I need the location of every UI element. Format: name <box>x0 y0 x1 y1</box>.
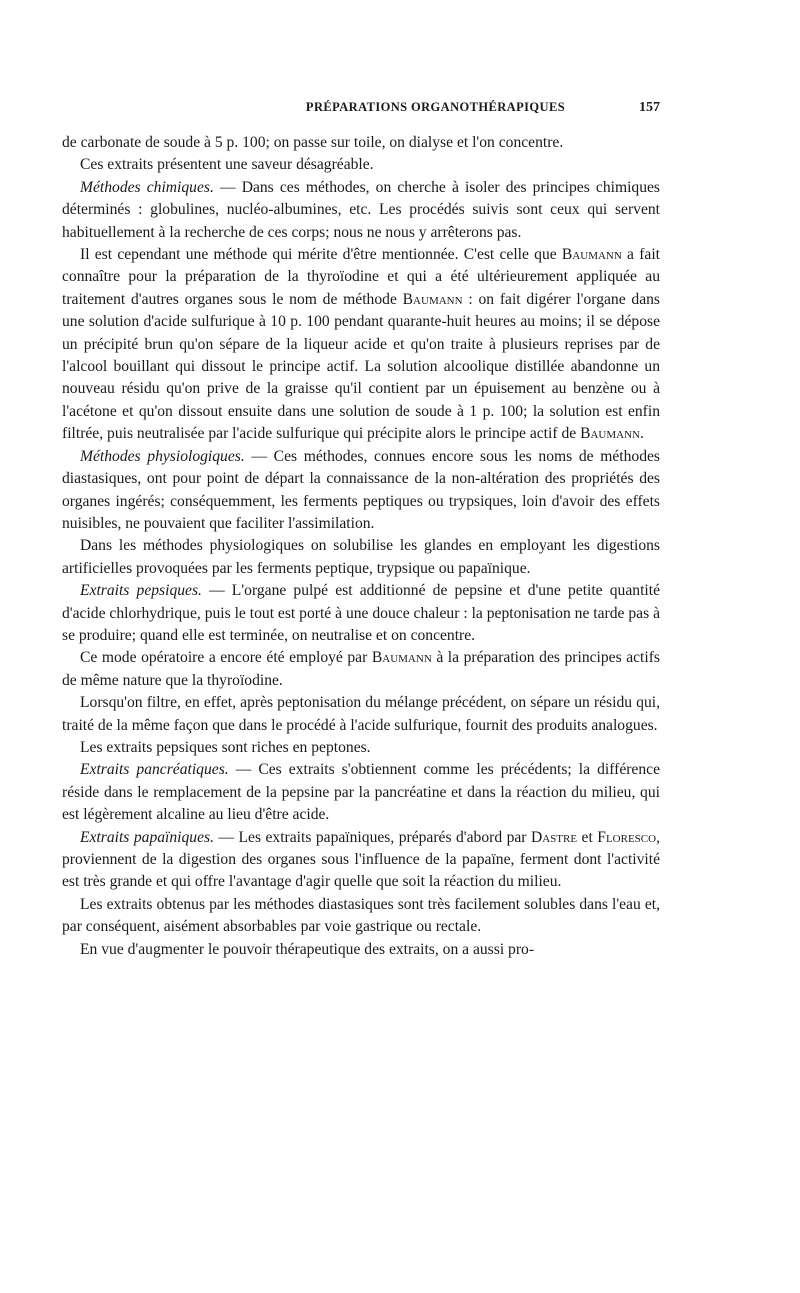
section-heading: Méthodes physiologiques. <box>80 447 245 465</box>
author-name: Baumann <box>371 649 432 667</box>
section-heading: Extraits papaïniques. <box>80 828 214 846</box>
author-name: Dastre <box>530 828 578 846</box>
paragraph: de carbonate de soude à 5 p. 100; on passe sur toile, on dialyse et l'on concentre. <box>62 134 564 151</box>
paragraph-text: — Ces méthodes, connues encore sous les noms de méthodes diastasiques, ont pour point de départ la connaissance de la non-altération des propriétés des organes ingérés; conséquemment, les ferments peptiques ou trypsiques, loin d'avoir des effets nuisibles, ne pouvaient que faciliter l'assimilation. <box>62 447 660 532</box>
paragraph: Lorsqu'on filtre, en effet, après peptonisation du mélange précédent, on sépare un résidu qui, traité de la même façon que dans le procédé à l'acide sulfurique, fournit des produits analogues. <box>62 694 660 734</box>
paragraph <box>62 446 660 536</box>
paragraph-text: — Ces extraits s'obtiennent comme les précédents; la différence réside dans le remplacement de la pepsine par la pancréatine et dans la réaction du milieu, qui est légèrement alcaline au lieu d'être acide. <box>62 761 660 824</box>
author-name: Baumann <box>580 425 640 443</box>
running-header <box>62 96 660 126</box>
paragraph: Ces extraits présentent une saveur désagréable. <box>80 156 374 174</box>
paragraph-text: a fait connaître pour la préparation de la thyroïodine et qui a été ultérieurement appliquée au traitement d'autres organes sous le nom de méthode <box>62 246 660 308</box>
page-number: 157 <box>638 100 660 115</box>
paragraph <box>62 244 660 446</box>
paragraph-text: Ce mode opératoire a encore été employé par <box>80 649 372 667</box>
section-heading: Méthodes chimiques. <box>80 178 214 196</box>
paragraph <box>62 580 660 647</box>
paragraph-text: , proviennent de la digestion des organes sous l'influence de la papaïne, ferment dont l'activité est très grande et qui offre l'avantage d'agir quelle que soit la réaction du milieu. <box>62 828 660 891</box>
section-heading: Extraits pancréatiques. <box>80 761 229 779</box>
author-name: Baumann <box>402 290 463 308</box>
book-page <box>62 96 660 961</box>
body-text <box>62 132 660 961</box>
paragraph-text: et <box>577 828 598 846</box>
author-name: Baumann <box>561 246 622 264</box>
paragraph <box>62 177 660 244</box>
paragraph: En vue d'augmenter le pouvoir thérapeutique des extraits, on a aussi pro- <box>80 940 535 958</box>
paragraph-text: — L'organe pulpé est additionné de pepsine et d'une petite quantité d'acide chlorhydrique, puis le tout est porté à une douce chaleur : la peptonisation ne tarde pas à se produire; quand elle est terminée, on neutralise et on concentre. <box>62 582 660 644</box>
paragraph-text: — Les extraits papaïniques, préparés d'abord par <box>213 828 531 846</box>
paragraph: Dans les méthodes physiologiques on solubilise les glandes en employant les digestions artificielles provoquées par les ferments peptique, trypsique ou papaïnique. <box>62 537 660 577</box>
paragraph: Les extraits obtenus par les méthodes diastasiques sont très facilement solubles dans l'eau et, par conséquent, aisément absorbables par voie gastrique ou rectale. <box>62 895 660 936</box>
section-heading: Extraits pepsiques. <box>80 582 202 600</box>
paragraph-text: Il est cependant une méthode qui mérite d'être mentionnée. C'est celle que <box>80 246 562 264</box>
paragraph-text: : on fait digérer l'organe dans une solution d'acide sulfurique à 10 p. 100 pendant quarante-huit heures au moins; il se dépose un précipité brun qu'on sépare de la liqueur acide et qu'on traite à plusieurs reprises par de l'alcool bouillant qui dissout le principe actif. La solution alcoolique distillée abandonne un nouveau résidu qu'on prive de la graisse qu'il contient par un épuisement au benzène ou à l'acétone et qu'on dissout ensuite dans une solution de soude à 1 p. 100; la solution est enfin filtrée, puis neutralisée par l'acide sulfurique qui précipite alors le principe actif de <box>62 290 660 443</box>
running-title: PRÉPARATIONS ORGANOTHÉRAPIQUES <box>305 100 566 114</box>
author-name: Floresco <box>597 828 657 846</box>
paragraph-text: à la préparation des principes actifs de même nature que la thyroïodine. <box>62 649 660 689</box>
paragraph <box>62 759 660 826</box>
paragraph <box>62 827 660 894</box>
paragraph <box>62 647 660 692</box>
paragraph: Les extraits pepsiques sont riches en peptones. <box>80 738 371 756</box>
paragraph-text: — Dans ces méthodes, on cherche à isoler des principes chimiques déterminés : globulines, nucléo-albumines, etc. Les procédés suivis sont ceux qui servent habituellement à la recherche de ces corps; nous ne nous y arrêterons pas. <box>62 178 660 241</box>
paragraph-text: . <box>639 425 644 443</box>
